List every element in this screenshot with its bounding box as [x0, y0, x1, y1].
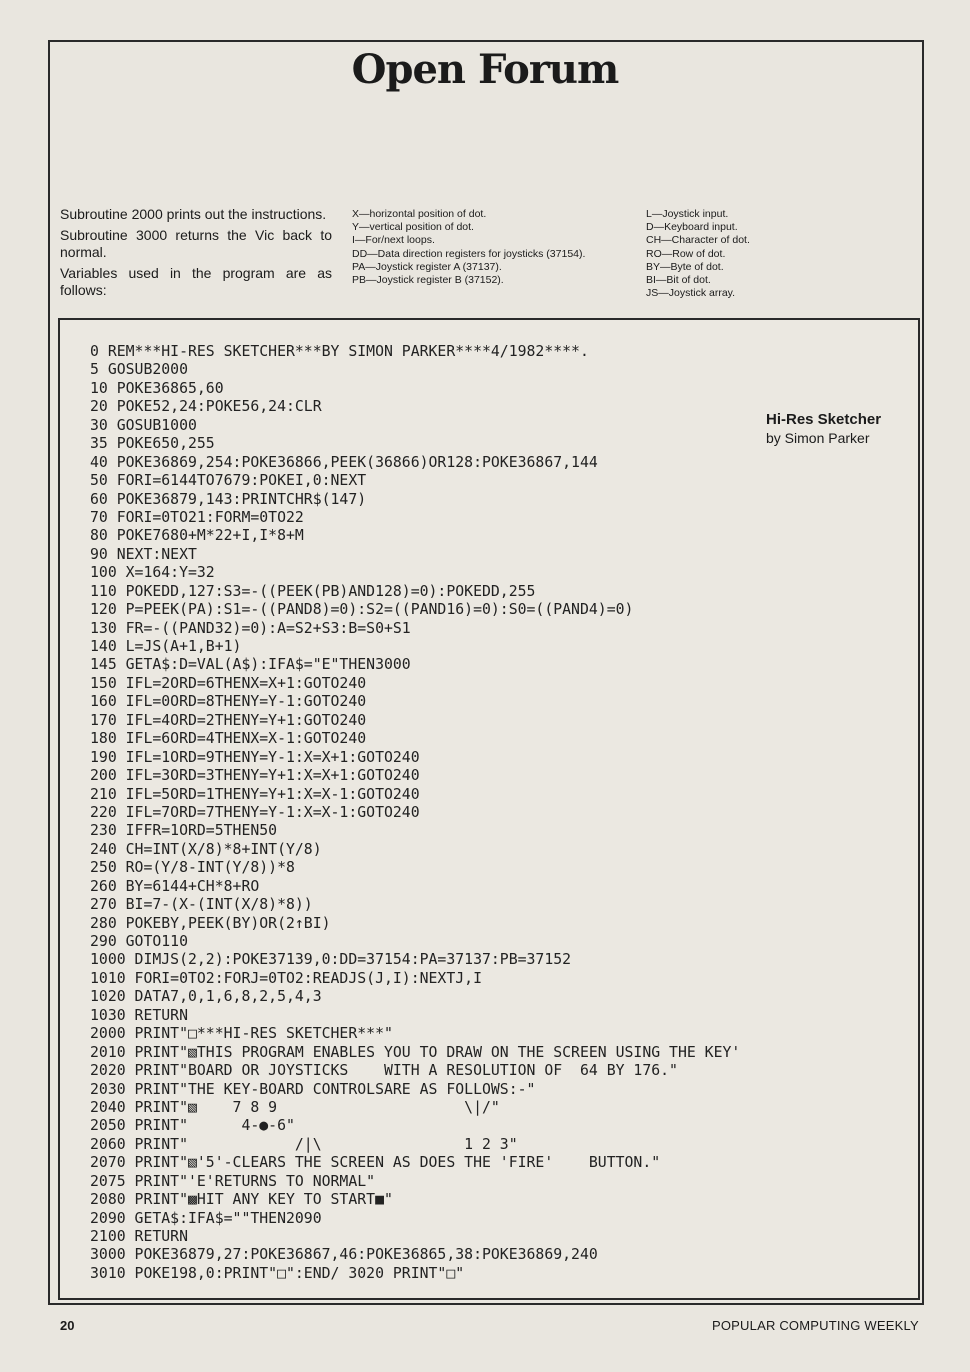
- article-title: Hi-Res Sketcher: [766, 411, 882, 428]
- code-line: 150 IFL=2ORD=6THENX=X+1:GOTO240: [90, 674, 367, 692]
- variable-item: PA—Joystick register A (37137).: [352, 260, 502, 273]
- code-line: 280 POKEBY,PEEK(BY)OR(2↑BI): [90, 914, 331, 932]
- variable-item: DD—Data direction registers for joysticks (37154).: [352, 247, 586, 260]
- code-line: 110 POKEDD,127:S3=-((PEEK(PB)AND128)=0):POKEDD,255: [90, 582, 536, 600]
- code-line: 2070 PRINT"▧'5'-CLEARS THE SCREEN AS DOES THE 'FIRE' BUTTON.": [90, 1154, 661, 1172]
- code-line: 2010 PRINT"▧THIS PROGRAM ENABLES YOU TO DRAW ON THE SCREEN USING THE KEY': [90, 1043, 741, 1061]
- code-line: 50 FORI=6144TO7679:POKEI,0:NEXT: [90, 472, 367, 490]
- code-line: 2080 PRINT"▩HIT ANY KEY TO START■": [90, 1191, 393, 1209]
- code-line: 145 GETA$:D=VAL(A$):IFA$="E"THEN3000: [90, 656, 411, 674]
- code-line: 2090 GETA$:IFA$=""THEN2090: [90, 1209, 322, 1227]
- variable-item: PB—Joystick register B (37152).: [352, 274, 504, 287]
- variable-item: L—Joystick input.: [646, 208, 729, 220]
- variable-item: RO—Row of dot.: [646, 247, 726, 260]
- code-line: 2000 PRINT"□***HI-RES SKETCHER***": [90, 1025, 393, 1043]
- code-line: 60 POKE36879,143:PRINTCHR$(147): [90, 490, 367, 508]
- code-line: 70 FORI=0TO21:FORM=0TO22: [90, 508, 304, 526]
- code-line: 3010 POKE198,0:PRINT"□":END/ 3020 PRINT"□": [90, 1264, 465, 1282]
- code-line: 190 IFL=1ORD=9THENY=Y-1:X=X+1:GOTO240: [90, 748, 420, 766]
- code-line: 140 L=JS(A+1,B+1): [90, 638, 242, 655]
- intro-paragraph: Subroutine 3000 returns the Vic back to normal.: [60, 227, 332, 260]
- page-title: Open Forum: [351, 46, 619, 93]
- code-line: 2100 RETURN: [90, 1228, 188, 1245]
- intro-paragraph: Variables used in the program are as follows:: [60, 265, 332, 298]
- variable-item: BY—Byte of dot.: [646, 260, 724, 273]
- intro-text: [60, 206, 332, 303]
- variables-list-1: [352, 208, 632, 287]
- code-line: 90 NEXT:NEXT: [90, 545, 197, 563]
- code-line: 10 POKE36865,60: [90, 379, 224, 397]
- code-line: 220 IFL=7ORD=7THENY=Y-1:X=X-1:GOTO240: [90, 803, 420, 821]
- variable-item: CH—Character of dot.: [646, 234, 750, 247]
- code-line: 40 POKE36869,254:POKE36866,PEEK(36866)OR128:POKE36867,144: [90, 453, 598, 471]
- code-line: 270 BI=7-(X-(INT(X/8)*8)): [90, 896, 313, 914]
- code-line: 200 IFL=3ORD=3THENY=Y+1:X=X+1:GOTO240: [90, 767, 420, 785]
- code-line: 2060 PRINT" /|\ 1 2 3": [90, 1135, 518, 1153]
- code-line: 2075 PRINT"'E'RETURNS TO NORMAL": [90, 1172, 376, 1190]
- code-line: 210 IFL=5ORD=1THENY=Y+1:X=X-1:GOTO240: [90, 785, 420, 803]
- variable-item: JS—Joystick array.: [646, 287, 736, 300]
- code-line: 230 IFFR=1ORD=5THEN50: [90, 822, 278, 840]
- code-line: 2020 PRINT"BOARD OR JOYSTICKS WITH A RESOLUTION OF 64 BY 176.": [90, 1062, 678, 1080]
- code-line: 130 FR=-((PAND32)=0):A=S2+S3:B=S0+S1: [90, 619, 411, 637]
- variable-item: BI—Bit of dot.: [646, 274, 711, 287]
- code-line: 3000 POKE36879,27:POKE36867,46:POKE36865,38:POKE36869,240: [90, 1246, 598, 1264]
- variable-item: X—horizontal position of dot.: [352, 208, 487, 220]
- code-line: 1020 DATA7,0,1,6,8,2,5,4,3: [90, 988, 322, 1006]
- code-line: 170 IFL=4ORD=2THENY=Y+1:GOTO240: [90, 711, 367, 729]
- code-line: 1010 FORI=0TO2:FORJ=0TO2:READJS(J,I):NEXTJ,I: [90, 969, 482, 987]
- code-line: 2030 PRINT"THE KEY-BOARD CONTROLSARE AS FOLLOWS:-": [90, 1080, 536, 1098]
- code-line: 20 POKE52,24:POKE56,24:CLR: [90, 398, 322, 416]
- variable-item: Y—vertical position of dot.: [352, 221, 474, 234]
- page-number: 20: [60, 1318, 75, 1333]
- article-author: by Simon Parker: [766, 430, 870, 446]
- code-line: 160 IFL=0ORD=8THENY=Y-1:GOTO240: [90, 693, 367, 711]
- variables-list-2: [646, 208, 906, 300]
- code-line: 290 GOTO110: [90, 933, 188, 950]
- code-line: 2050 PRINT" 4-●-6": [90, 1117, 295, 1135]
- code-line: 100 X=164:Y=32: [90, 564, 215, 582]
- code-line: 120 P=PEEK(PA):S1=-((PAND8)=0):S2=((PAND16)=0):S0=((PAND4)=0): [90, 601, 634, 619]
- code-line: 260 BY=6144+CH*8+RO: [90, 877, 260, 895]
- code-line: 240 CH=INT(X/8)*8+INT(Y/8): [90, 840, 322, 858]
- magazine-name: POPULAR COMPUTING WEEKLY: [712, 1318, 919, 1333]
- code-line: 80 POKE7680+M*22+I,I*8+M: [90, 527, 304, 545]
- intro-paragraph: Subroutine 2000 prints out the instructions.: [60, 206, 327, 222]
- code-line: 1000 DIMJS(2,2):POKE37139,0:DD=37154:PA=37137:PB=37152: [90, 951, 572, 969]
- code-line: 30 GOSUB1000: [90, 416, 197, 434]
- variable-item: D—Keyboard input.: [646, 221, 738, 234]
- code-line: 250 RO=(Y/8-INT(Y/8))*8: [90, 859, 295, 877]
- code-line: 1030 RETURN: [90, 1006, 188, 1024]
- article-byline: [766, 411, 881, 447]
- code-line: 35 POKE650,255: [90, 435, 215, 453]
- code-line: 0 REM***HI-RES SKETCHER***BY SIMON PARKER****4/1982****.: [90, 343, 589, 360]
- program-listing: [90, 343, 740, 1283]
- code-line: 180 IFL=6ORD=4THENX=X-1:GOTO240: [90, 730, 367, 748]
- code-line: 2040 PRINT"▧ 7 8 9 \|/": [90, 1098, 500, 1116]
- variable-item: I—For/next loops.: [352, 234, 435, 247]
- code-line: 5 GOSUB2000: [90, 361, 188, 379]
